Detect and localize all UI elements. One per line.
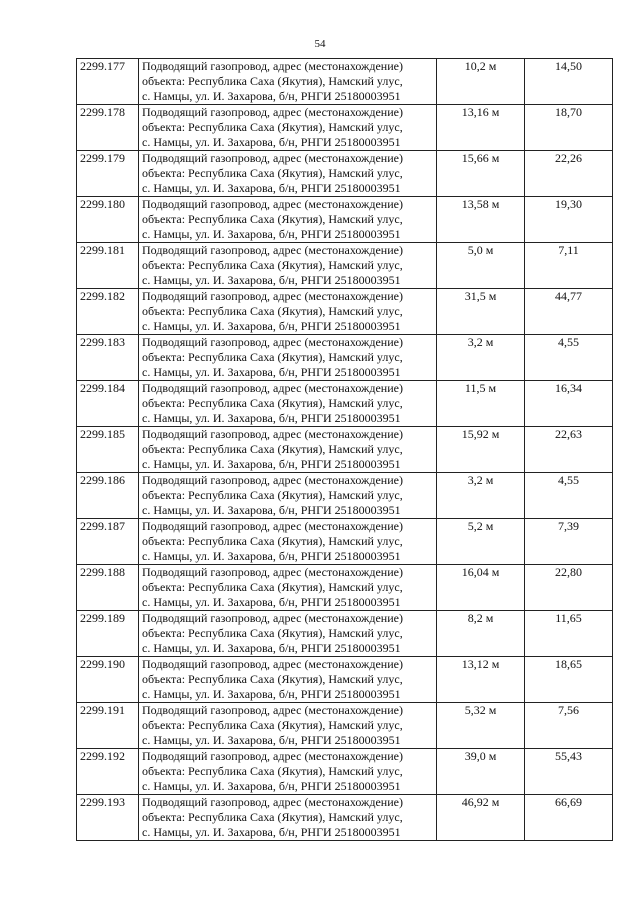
- value-cell: 7,56: [525, 703, 613, 749]
- length-cell: 16,04 м: [437, 565, 525, 611]
- value-cell: 7,11: [525, 243, 613, 289]
- object-description-cell: [139, 243, 437, 289]
- description-line: Подводящий газопровод, адрес (местонахождение): [142, 657, 403, 671]
- description-line: Подводящий газопровод, адрес (местонахождение): [142, 519, 403, 533]
- object-description-cell: [139, 565, 437, 611]
- value-cell: 18,70: [525, 105, 613, 151]
- description-line: Подводящий газопровод, адрес (местонахождение): [142, 151, 403, 165]
- object-description-cell: [139, 289, 437, 335]
- row-number-cell: 2299.186: [77, 473, 139, 519]
- object-description-cell: [139, 105, 437, 151]
- table-row: [77, 381, 613, 427]
- table-row: [77, 795, 613, 841]
- description-line: Подводящий газопровод, адрес (местонахождение): [142, 749, 403, 763]
- object-description-cell: [139, 749, 437, 795]
- description-line: с. Намцы, ул. И. Захарова, б/н, РНГИ 25180003951: [142, 89, 401, 103]
- value-cell: 4,55: [525, 473, 613, 519]
- description-line: объекта: Республика Саха (Якутия), Намский улус,: [142, 488, 403, 502]
- description-line: с. Намцы, ул. И. Захарова, б/н, РНГИ 25180003951: [142, 733, 401, 747]
- value-cell: 66,69: [525, 795, 613, 841]
- value-cell: 4,55: [525, 335, 613, 381]
- length-cell: 46,92 м: [437, 795, 525, 841]
- description-line: объекта: Республика Саха (Якутия), Намский улус,: [142, 74, 403, 88]
- object-description-cell: [139, 519, 437, 565]
- row-number-cell: 2299.182: [77, 289, 139, 335]
- description-line: Подводящий газопровод, адрес (местонахождение): [142, 427, 403, 441]
- description-line: с. Намцы, ул. И. Захарова, б/н, РНГИ 25180003951: [142, 595, 401, 609]
- length-cell: 8,2 м: [437, 611, 525, 657]
- description-line: Подводящий газопровод, адрес (местонахождение): [142, 565, 403, 579]
- value-cell: 18,65: [525, 657, 613, 703]
- value-cell: 16,34: [525, 381, 613, 427]
- length-cell: 13,58 м: [437, 197, 525, 243]
- description-line: Подводящий газопровод, адрес (местонахождение): [142, 289, 403, 303]
- page-number: 54: [314, 38, 326, 50]
- length-cell: 15,66 м: [437, 151, 525, 197]
- description-line: с. Намцы, ул. И. Захарова, б/н, РНГИ 25180003951: [142, 503, 401, 517]
- object-description-cell: [139, 657, 437, 703]
- description-line: объекта: Республика Саха (Якутия), Намский улус,: [142, 166, 403, 180]
- description-line: с. Намцы, ул. И. Захарова, б/н, РНГИ 25180003951: [142, 457, 401, 471]
- length-cell: 5,2 м: [437, 519, 525, 565]
- length-cell: 11,5 м: [437, 381, 525, 427]
- row-number-cell: 2299.188: [77, 565, 139, 611]
- object-description-cell: [139, 59, 437, 105]
- row-number-cell: 2299.178: [77, 105, 139, 151]
- object-description-cell: [139, 473, 437, 519]
- description-line: объекта: Республика Саха (Якутия), Намский улус,: [142, 810, 403, 824]
- description-line: с. Намцы, ул. И. Захарова, б/н, РНГИ 25180003951: [142, 319, 401, 333]
- length-cell: 3,2 м: [437, 473, 525, 519]
- description-line: с. Намцы, ул. И. Захарова, б/н, РНГИ 25180003951: [142, 641, 401, 655]
- value-cell: 7,39: [525, 519, 613, 565]
- object-description-cell: [139, 381, 437, 427]
- description-line: объекта: Республика Саха (Якутия), Намский улус,: [142, 534, 403, 548]
- description-line: с. Намцы, ул. И. Захарова, б/н, РНГИ 25180003951: [142, 273, 401, 287]
- table-row: [77, 59, 613, 105]
- registry-table-body: [77, 59, 613, 841]
- row-number-cell: 2299.189: [77, 611, 139, 657]
- table-row: [77, 105, 613, 151]
- description-line: Подводящий газопровод, адрес (местонахождение): [142, 105, 403, 119]
- length-cell: 31,5 м: [437, 289, 525, 335]
- table-row: [77, 335, 613, 381]
- object-description-cell: [139, 335, 437, 381]
- object-description-cell: [139, 795, 437, 841]
- table-row: [77, 657, 613, 703]
- description-line: с. Намцы, ул. И. Захарова, б/н, РНГИ 25180003951: [142, 365, 401, 379]
- value-cell: 14,50: [525, 59, 613, 105]
- value-cell: 11,65: [525, 611, 613, 657]
- description-line: Подводящий газопровод, адрес (местонахождение): [142, 197, 403, 211]
- description-line: объекта: Республика Саха (Якутия), Намский улус,: [142, 764, 403, 778]
- value-cell: 22,26: [525, 151, 613, 197]
- description-line: объекта: Республика Саха (Якутия), Намский улус,: [142, 212, 403, 226]
- description-line: Подводящий газопровод, адрес (местонахождение): [142, 473, 403, 487]
- description-line: с. Намцы, ул. И. Захарова, б/н, РНГИ 25180003951: [142, 825, 401, 839]
- description-line: объекта: Республика Саха (Якутия), Намский улус,: [142, 580, 403, 594]
- row-number-cell: 2299.180: [77, 197, 139, 243]
- value-cell: 22,80: [525, 565, 613, 611]
- row-number-cell: 2299.191: [77, 703, 139, 749]
- description-line: с. Намцы, ул. И. Захарова, б/н, РНГИ 25180003951: [142, 227, 401, 241]
- row-number-cell: 2299.185: [77, 427, 139, 473]
- table-row: [77, 749, 613, 795]
- value-cell: 19,30: [525, 197, 613, 243]
- description-line: Подводящий газопровод, адрес (местонахождение): [142, 335, 403, 349]
- row-number-cell: 2299.192: [77, 749, 139, 795]
- value-cell: 55,43: [525, 749, 613, 795]
- row-number-cell: 2299.193: [77, 795, 139, 841]
- description-line: объекта: Республика Саха (Якутия), Намский улус,: [142, 304, 403, 318]
- description-line: объекта: Республика Саха (Якутия), Намский улус,: [142, 718, 403, 732]
- value-cell: 44,77: [525, 289, 613, 335]
- description-line: объекта: Республика Саха (Якутия), Намский улус,: [142, 396, 403, 410]
- object-description-cell: [139, 151, 437, 197]
- table-row: [77, 243, 613, 289]
- description-line: Подводящий газопровод, адрес (местонахождение): [142, 381, 403, 395]
- length-cell: 13,16 м: [437, 105, 525, 151]
- row-number-cell: 2299.187: [77, 519, 139, 565]
- length-cell: 15,92 м: [437, 427, 525, 473]
- length-cell: 39,0 м: [437, 749, 525, 795]
- description-line: Подводящий газопровод, адрес (местонахождение): [142, 703, 403, 717]
- registry-table: [76, 58, 613, 841]
- description-line: объекта: Республика Саха (Якутия), Намский улус,: [142, 626, 403, 640]
- table-row: [77, 151, 613, 197]
- row-number-cell: 2299.183: [77, 335, 139, 381]
- row-number-cell: 2299.184: [77, 381, 139, 427]
- description-line: с. Намцы, ул. И. Захарова, б/н, РНГИ 25180003951: [142, 411, 401, 425]
- object-description-cell: [139, 703, 437, 749]
- table-row: [77, 197, 613, 243]
- length-cell: 5,0 м: [437, 243, 525, 289]
- description-line: объекта: Республика Саха (Якутия), Намский улус,: [142, 350, 403, 364]
- description-line: объекта: Республика Саха (Якутия), Намский улус,: [142, 120, 403, 134]
- object-description-cell: [139, 427, 437, 473]
- length-cell: 5,32 м: [437, 703, 525, 749]
- length-cell: 3,2 м: [437, 335, 525, 381]
- length-cell: 13,12 м: [437, 657, 525, 703]
- description-line: Подводящий газопровод, адрес (местонахождение): [142, 795, 403, 809]
- object-description-cell: [139, 197, 437, 243]
- table-row: [77, 519, 613, 565]
- table-row: [77, 703, 613, 749]
- row-number-cell: 2299.190: [77, 657, 139, 703]
- description-line: Подводящий газопровод, адрес (местонахождение): [142, 59, 403, 73]
- row-number-cell: 2299.177: [77, 59, 139, 105]
- length-cell: 10,2 м: [437, 59, 525, 105]
- table-row: [77, 427, 613, 473]
- description-line: Подводящий газопровод, адрес (местонахождение): [142, 611, 403, 625]
- description-line: с. Намцы, ул. И. Захарова, б/н, РНГИ 25180003951: [142, 549, 401, 563]
- table-row: [77, 611, 613, 657]
- row-number-cell: 2299.179: [77, 151, 139, 197]
- description-line: объекта: Республика Саха (Якутия), Намский улус,: [142, 672, 403, 686]
- table-row: [77, 289, 613, 335]
- table-row: [77, 473, 613, 519]
- description-line: объекта: Республика Саха (Якутия), Намский улус,: [142, 442, 403, 456]
- description-line: с. Намцы, ул. И. Захарова, б/н, РНГИ 25180003951: [142, 181, 401, 195]
- description-line: с. Намцы, ул. И. Захарова, б/н, РНГИ 25180003951: [142, 779, 401, 793]
- row-number-cell: 2299.181: [77, 243, 139, 289]
- object-description-cell: [139, 611, 437, 657]
- description-line: Подводящий газопровод, адрес (местонахождение): [142, 243, 403, 257]
- value-cell: 22,63: [525, 427, 613, 473]
- description-line: объекта: Республика Саха (Якутия), Намский улус,: [142, 258, 403, 272]
- table-row: [77, 565, 613, 611]
- description-line: с. Намцы, ул. И. Захарова, б/н, РНГИ 25180003951: [142, 687, 401, 701]
- description-line: с. Намцы, ул. И. Захарова, б/н, РНГИ 25180003951: [142, 135, 401, 149]
